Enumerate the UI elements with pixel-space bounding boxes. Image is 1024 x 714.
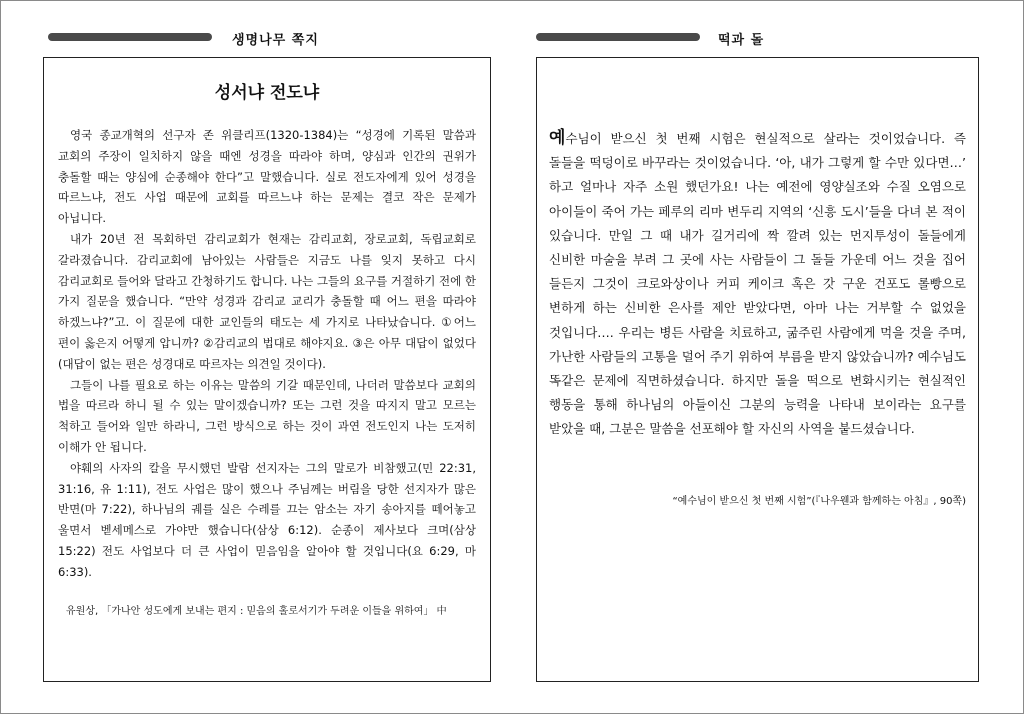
article-body: [549, 126, 966, 442]
right-header-title: 떡과 돌: [718, 33, 765, 48]
source-citation: 유원상, 「가나안 성도에게 보내는 편지 : 믿음의 홀로서기가 두려운 이들을 위하여」 中: [66, 605, 447, 617]
paragraph: 그들이 나를 필요로 하는 이유는 말씀의 기갈 때문인데, 나더러 말씀보다 교회의 법을 따르라 하니 될 수 있는 말이겠습니까? 또는 그런 것을 따지지 말고 모르는 척하고 들어와 일만 하라니, 그런 방식으로 하는 것이 과연 전도인지 나는 도저히 이해가 안 됩니다.: [58, 377, 476, 454]
paragraph: 영국 종교개혁의 선구자 존 위클리프(1320-1384)는 “성경에 기록된 말씀과 교회의 주장이 일치하지 않을 때엔 성경을 따라야 하며, 양심과 인간의 권위가 충돌할 때는 양심에 순종해야 한다”고 말했습니다. 실로 전도자에게 있어 성경을 따르느냐, 전도 사업 때문에 교회를 따르느냐 하는 문제는 결코 작은 문제가 아닙니다.: [58, 128, 476, 226]
article-title: 성서냐 전도냐: [214, 83, 320, 103]
left-header-title: 생명나무 쪽지: [232, 33, 319, 48]
source-citation: “예수님이 받으신 첫 번째 시험”(『나우웬과 함께하는 아침』, 90쪽): [672, 495, 966, 507]
paragraph: 야훼의 사자의 칼을 무시했던 발람 선지자는 그의 말로가 비참했고(민 22:31, 31:16, 유 1:11), 전도 사업은 많이 했으나 주님께는 버림을 당한 선지자가 많은 반면(마 7:22), 하나님의 궤를 실은 수레를 끄는 암소는 자기 송아지를 떼어놓고 울면서 벧세메스로 가야만 했습니다(삼상 6:12). 순종이 제사보다 크며(삼상 15:22) 전도 사업보다 더 큰 사업이 믿음임을 알아야 할 것입니다(요 6:29, 마 6:33).: [58, 460, 476, 579]
right-header-rule: [536, 33, 700, 41]
body-text: 수님이 받으신 첫 번째 시험은 현실적으로 살라는 것이었습니다. 즉 돌들을 떡덩이로 바꾸라는 것이었습니다. ‘아, 내가 그렇게 할 수만 있다면…’ 하고 얼마나 자주 소원 했던가요! 나는 예전에 영양실조와 수질 오염으로 아이들이 죽어 가는 페루의 리마 변두리 지역의 ‘신흥 도시’들을 다녀 본 적이 있습니다. 만일 그 때 내가 길거리에 짝 깔려 있는 먼지투성이 돌들에게 신비한 마술을 부려 그 곳에 사는 사람들이 그 돌들 가운데 어느 것을 집어 들든지 그것이 크로와상이나 커피 케이크 혹은 갓 구운 건포도 롤빵으로 변하게 하는 신비한 은사를 제안 받았다면, 아마 나는 거부할 수 없었을 것입니다…. 우리는 병든 사람을 치료하고, 굶주린 사람에게 먹을 것을 주며, 가난한 사람들의 고통을 덜어 주기 위하여 부름을 받지 않았습니까? 예수님도 똑같은 문제에 직면하셨습니다. 하지만 돌을 떡으로 변화시키는 현실적인 행동을 통해 하나님의 아들이신 그분의 능력을 나타내 보이라는 요구를 받았을 때, 그분은 말씀을 선포해야 할 자신의 사역을 붙드셨습니다.: [549, 131, 966, 437]
right-article-box: [536, 57, 979, 682]
left-header-rule: [48, 33, 212, 41]
dropcap: 예: [549, 128, 566, 148]
left-article-box: [43, 57, 491, 682]
paragraph: 내가 20년 전 목회하던 감리교회가 현재는 감리교회, 장로교회, 독립교회로 갈라졌습니다. 감리교회에 남아있는 사람들은 지금도 나를 잊지 못하고 다시 감리교회로 들어와 달라고 간청하기도 합니다. 나는 그들의 요구를 거절하기 전에 한 가지 질문을 했습니다. “만약 성경과 감리교 교리가 충돌할 때 어느 편을 따라야 하겠느냐?”고. 이 질문에 대한 교인들의 태도는 세 가지로 나타났습니다. ①어느 편이 옳은지 어떻게 압니까? ②감리교의 법대로 해야지요. ③은 아무 대답이 없었다(대답이 없는 편은 성경대로 따르자는 의견일 것이다).: [58, 231, 476, 371]
